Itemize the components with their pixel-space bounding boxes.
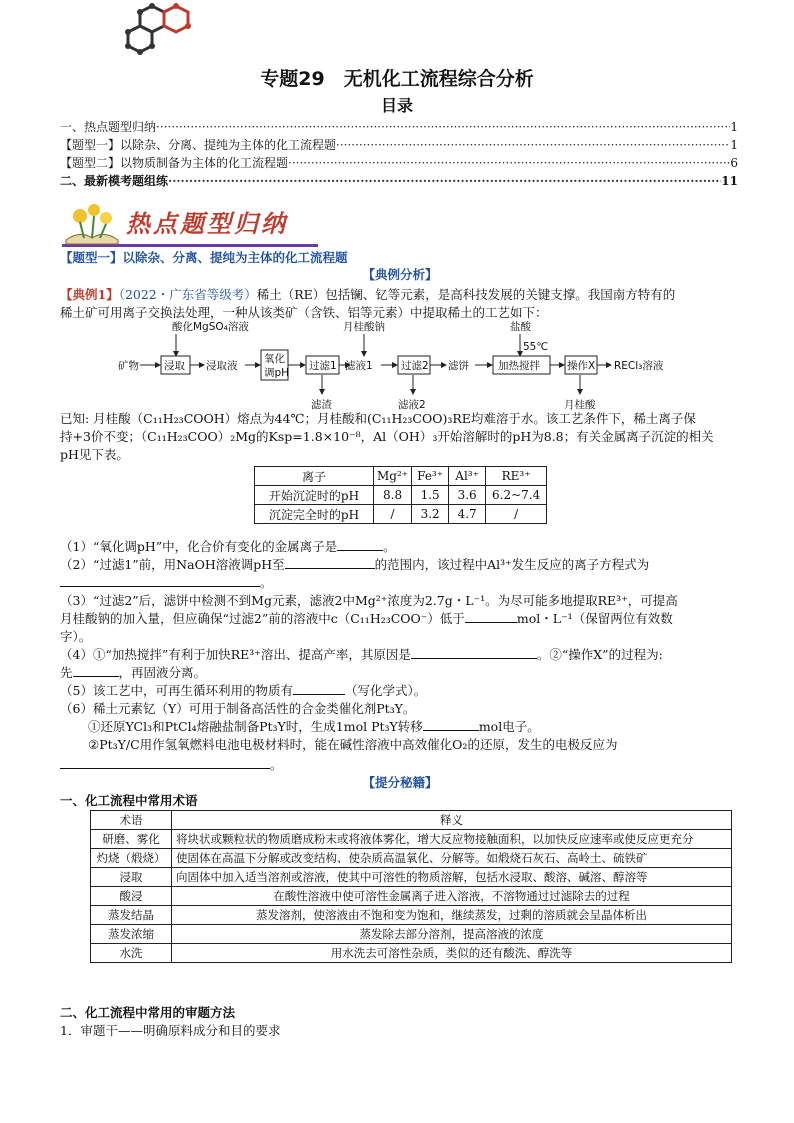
table-row xyxy=(91,868,732,887)
definition-cell: 用水洗去可溶性杂质，类似的还有酸洗、醇洗等 xyxy=(172,944,732,963)
question-6-2: ②Pt₃Y/C用作氢氧燃料电池电极材料时，能在碱性溶液中高效催化O₂的还原，发生的电极反应为 xyxy=(88,737,618,752)
question-1 xyxy=(60,538,740,555)
table-cell: 3.2 xyxy=(412,505,449,524)
answer-blank[interactable] xyxy=(60,756,270,769)
table-row xyxy=(255,505,547,524)
ph-table xyxy=(254,466,547,524)
toc-entry-label: 【题型二】以物质制备为主体的化工流程题 xyxy=(60,156,289,170)
flow-label-bottom3: 月桂酸 xyxy=(564,399,596,411)
flow-box2-label-b: 调pH xyxy=(264,367,290,379)
term-cell: 蒸发浓缩 xyxy=(91,925,172,944)
question-4 xyxy=(60,646,740,663)
table-row xyxy=(91,906,732,925)
question-text: 。 xyxy=(260,575,273,590)
table-cell: 4.7 xyxy=(449,505,486,524)
question-text: ，再固液分离。 xyxy=(118,665,207,680)
table-cell: 沉淀完全时的pH xyxy=(255,505,374,524)
table-header-cell: 释义 xyxy=(172,811,732,830)
toc-entry-page: 1 xyxy=(730,120,738,134)
table-header-cell: 离子 xyxy=(255,467,374,486)
toc-heading: 目录 xyxy=(380,96,413,115)
example-intro xyxy=(60,286,740,303)
table-cell: / xyxy=(374,505,412,524)
question-5 xyxy=(60,682,740,699)
example-heading: 【典例分析】 xyxy=(362,267,438,282)
known-line-3: pH见下表。 xyxy=(60,447,129,462)
question-6: （6）稀土元素钇（Y）可用于制备高活性的合金类催化剂Pt₃Y。 xyxy=(60,701,416,716)
table-row xyxy=(255,467,547,486)
question-text: （写化学式）。 xyxy=(344,683,427,698)
flow-label-temp: 55℃ xyxy=(523,341,549,353)
table-row xyxy=(91,944,732,963)
question-text: 先 xyxy=(60,665,73,680)
question-3-end: 字）。 xyxy=(60,629,92,644)
question-4-cont xyxy=(60,664,740,681)
tips-subheading-1: 一、化工流程中常用术语 xyxy=(60,793,198,808)
answer-blank[interactable] xyxy=(293,682,345,695)
toc-entry[interactable] xyxy=(60,154,738,172)
question-text: （2）“过滤1”前，用NaOH溶液调pH至 xyxy=(60,557,285,572)
tips-subheading-2: 二、化工流程中常用的审题方法 xyxy=(60,1005,236,1020)
toc-entry-label: 二、最新模考题组练 xyxy=(60,174,169,188)
section-heading: 【题型一】以除杂、分离、提纯为主体的化工流程题 xyxy=(60,250,348,265)
question-text: 。 xyxy=(383,539,396,554)
banner-title: 热点题型归纳 xyxy=(126,209,288,238)
definition-cell: 在酸性溶液中使可溶性金属离子进入溶液，不溶物通过过滤除去的过程 xyxy=(172,887,732,906)
answer-blank[interactable] xyxy=(411,646,537,659)
question-text: mol・L⁻¹（保留两位有效数 xyxy=(516,611,673,626)
table-row xyxy=(91,887,732,906)
process-flowchart xyxy=(118,320,678,415)
toc-entry[interactable] xyxy=(60,118,738,136)
definition-cell: 蒸发溶剂，使溶液由不饱和变为饱和，继续蒸发，过剩的溶质就会呈晶体析出 xyxy=(172,906,732,925)
table-header-cell: RE³⁺ xyxy=(486,467,547,486)
question-3-cont xyxy=(60,610,740,627)
toc-entry-page: 11 xyxy=(721,174,738,188)
answer-blank[interactable] xyxy=(423,718,479,731)
toc-entry-label: 一、热点题型归纳 xyxy=(60,120,157,134)
table-cell: 开始沉淀时的pH xyxy=(255,486,374,505)
question-text: 。②“操作X”的过程为: xyxy=(536,647,663,662)
toc-entry[interactable] xyxy=(60,172,738,190)
table-cell: 8.8 xyxy=(374,486,412,505)
question-text: （4）①“加热搅拌”有利于加快RE³⁺溶出、提高产率，其原因是 xyxy=(60,647,411,662)
question-text: 月桂酸钠的加入量，但应确保“过滤2”前的溶液中c（C₁₁H₂₃COO⁻）低于 xyxy=(60,611,465,626)
flow-box2-label-a: 氧化 xyxy=(264,353,285,365)
tips-heading: 【提分秘籍】 xyxy=(362,775,438,790)
toc-entry-page: 6 xyxy=(730,156,738,170)
table-row xyxy=(91,925,732,944)
table-header-cell: Al³⁺ xyxy=(449,467,486,486)
example-source: （2022・广东省等级考） xyxy=(118,287,257,302)
term-cell: 灼烧（煅烧） xyxy=(91,849,172,868)
known-line-2: 持+3价不变；（C₁₁H₂₃COO）₂Mg的Ksp=1.8×10⁻⁸，Al（OH）₃开始溶解时的pH为8.8；有关金属离子沉淀的相关 xyxy=(60,429,714,444)
table-row xyxy=(91,849,732,868)
flow-box1-label: 浸取 xyxy=(164,360,185,372)
flow-label-end: RECl₃溶液 xyxy=(614,360,664,372)
tips-item-1: 1．审题干——明确原料成分和目的要求 xyxy=(60,1023,281,1038)
toc-entry-page: 1 xyxy=(730,138,738,152)
table-header-cell: Mg²⁺ xyxy=(374,467,412,486)
question-6-end xyxy=(60,756,740,773)
flow-label-bottom1: 滤渣 xyxy=(311,399,332,411)
flow-label-top3: 盐酸 xyxy=(510,321,531,333)
table-of-contents xyxy=(60,118,738,190)
question-2-cont xyxy=(60,574,740,591)
definition-cell: 使固体在高温下分解或改变结构、使杂质高温氧化、分解等。如煅烧石灰石、高岭土、硫铁矿 xyxy=(172,849,732,868)
table-cell: 3.6 xyxy=(449,486,486,505)
example-tag: 【典例1】 xyxy=(60,287,119,302)
example-intro-2: 稀土矿可用离子交换法处理，一种从该类矿（含铁、铝等元素）中提取稀土的工艺如下： xyxy=(60,305,548,320)
definition-cell: 将块状或颗粒状的物质磨成粉末或将液体雾化，增大反应物接触面积，以加快反应速率或使反应更充分 xyxy=(172,830,732,849)
question-text: mol电子。 xyxy=(478,719,540,734)
term-cell: 水洗 xyxy=(91,944,172,963)
flow-box6-label: 操作X xyxy=(567,360,596,372)
term-cell: 蒸发结晶 xyxy=(91,906,172,925)
question-3: （3）“过滤2”后，滤饼中检测不到Mg元素，滤液2中Mg²⁺浓度为2.7g・L⁻¹。为尽可能多地提取RE³⁺，可提高 xyxy=(60,593,678,608)
term-cell: 研磨、雾化 xyxy=(91,830,172,849)
answer-blank[interactable] xyxy=(73,664,119,677)
table-row xyxy=(255,486,547,505)
flow-label-mid1: 浸取液 xyxy=(206,360,238,372)
table-cell: 1.5 xyxy=(412,486,449,505)
page-title: 专题29 无机化工流程综合分析 xyxy=(260,68,534,90)
flow-box3-label: 过滤1 xyxy=(309,360,337,372)
molecule-logo-icon xyxy=(122,2,194,60)
question-6-1 xyxy=(60,718,768,735)
terms-table xyxy=(90,810,732,963)
table-cell: 6.2~7.4 xyxy=(486,486,547,505)
table-row xyxy=(91,830,732,849)
question-text: ①还原YCl₃和PtCl₄熔融盐制备Pt₃Y时，生成1mol Pt₃Y转移 xyxy=(88,719,423,734)
answer-blank[interactable] xyxy=(285,556,375,569)
question-text: （1）“氧化调pH”中，化合价有变化的金属离子是 xyxy=(60,539,338,554)
flow-label-bottom2: 滤液2 xyxy=(398,399,426,411)
term-cell: 浸取 xyxy=(91,868,172,887)
flow-label-mid2: 滤液1 xyxy=(345,360,373,372)
section-banner xyxy=(62,200,342,248)
definition-cell: 向固体中加入适当溶剂或溶液，使其中可溶性的物质溶解，包括水浸取、酸溶、碱溶、醇溶等 xyxy=(172,868,732,887)
flow-label-top1: 酸化MgSO₄溶液 xyxy=(172,321,249,333)
table-header-cell: 术语 xyxy=(91,811,172,830)
table-cell: / xyxy=(486,505,547,524)
definition-cell: 蒸发除去部分溶剂，提高溶液的浓度 xyxy=(172,925,732,944)
question-text: （5）该工艺中，可再生循环利用的物质有 xyxy=(60,683,293,698)
flow-label-start: 矿物 xyxy=(118,360,139,372)
table-row xyxy=(91,811,732,830)
flow-box4-label: 过滤2 xyxy=(401,360,429,372)
table-header-cell: Fe³⁺ xyxy=(412,467,449,486)
answer-blank[interactable] xyxy=(60,574,260,587)
question-text: 。 xyxy=(270,757,283,772)
question-2 xyxy=(60,556,740,573)
flow-label-mid3: 滤饼 xyxy=(448,360,469,372)
example-text: 稀土（RE）包括镧、钇等元素，是高科技发展的关键支撑。我国南方特有的 xyxy=(256,287,676,302)
answer-blank[interactable] xyxy=(465,610,517,623)
known-line-1: 已知: 月桂酸（C₁₁H₂₃COOH）熔点为44℃；月桂酸和(C₁₁H₂₃COO)₃RE均难溶于水。该工艺条件下，稀土离子保 xyxy=(60,411,696,426)
flow-box5-label: 加热搅拌 xyxy=(498,360,540,372)
toc-entry-label: 【题型一】以除杂、分离、提纯为主体的化工流程题 xyxy=(60,138,337,152)
flow-label-top2: 月桂酸钠 xyxy=(343,321,385,333)
answer-blank[interactable] xyxy=(337,538,383,551)
term-cell: 酸浸 xyxy=(91,887,172,906)
question-text: 的范围内，该过程中Al³⁺发生反应的离子方程式为 xyxy=(374,557,650,572)
toc-entry[interactable] xyxy=(60,136,738,154)
